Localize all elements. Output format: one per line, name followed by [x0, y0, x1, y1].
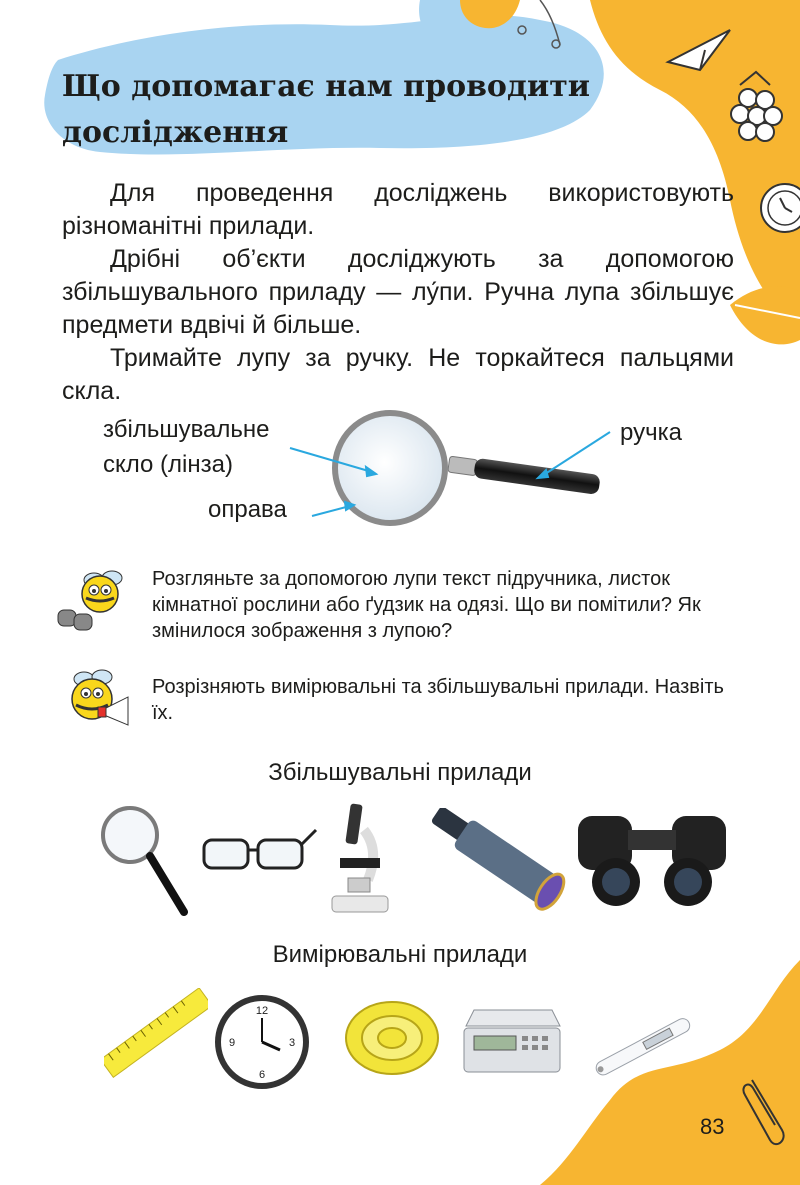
stopwatch-icon	[761, 184, 800, 232]
svg-text:9: 9	[228, 1037, 236, 1049]
glasses-icon	[200, 822, 318, 882]
svg-text:3: 3	[288, 1037, 296, 1049]
scale-icon	[460, 1004, 564, 1078]
telescope-icon	[418, 808, 570, 912]
paragraph-3: Тримайте лупу за ручку. Не торкайтеся пальцями скла.	[62, 344, 734, 405]
measuring-heading: Вимірювальні прилади	[272, 941, 528, 968]
svg-text:6: 6	[258, 1069, 266, 1081]
handle-label: ручка	[620, 419, 682, 446]
magnifier-icon	[96, 800, 196, 920]
bee-binoculars-icon	[54, 560, 134, 632]
tape-measure-icon	[340, 994, 442, 1082]
binoculars-icon	[572, 806, 736, 908]
magnifying-heading: Збільшувальні прилади	[268, 759, 532, 786]
leaf-icon	[730, 286, 800, 344]
paragraph-1: Для проведення досліджень використовують різноманітні прилади.	[62, 179, 734, 240]
page-number: 83	[700, 1114, 725, 1139]
magnifier-handle	[447, 454, 600, 495]
bee-megaphone-icon	[62, 667, 134, 733]
ruler-icon	[104, 988, 208, 1080]
thermometer-icon	[586, 1010, 698, 1080]
page-title: Що допомагає нам проводити дослідження	[62, 69, 591, 150]
frame-label: оправа	[208, 496, 287, 523]
magnifier-diagram	[280, 410, 640, 535]
microscope-icon	[322, 800, 394, 918]
clock-icon	[214, 994, 310, 1090]
lens-label-line2: скло (лінза)	[103, 451, 233, 478]
lens-label-line1: збільшувальне	[103, 416, 270, 443]
paragraph-2: Дрібні об’єкти досліджують за допомогою збільшувального приладу — лу́пи. Ручна лупа збільшує предмети вдвічі й більше.	[62, 245, 734, 339]
svg-text:12: 12	[255, 1005, 269, 1017]
task-1-text: Розгляньте за допомогою лупи текст підручника, листок кімнатної рослини або ґудзик на одязі. Що ви помітили? Як змінилося зображення з лупою?	[152, 568, 701, 642]
task-2-text: Розрізняють вимірювальні та збільшувальні прилади. Назвіть їх.	[152, 676, 724, 724]
